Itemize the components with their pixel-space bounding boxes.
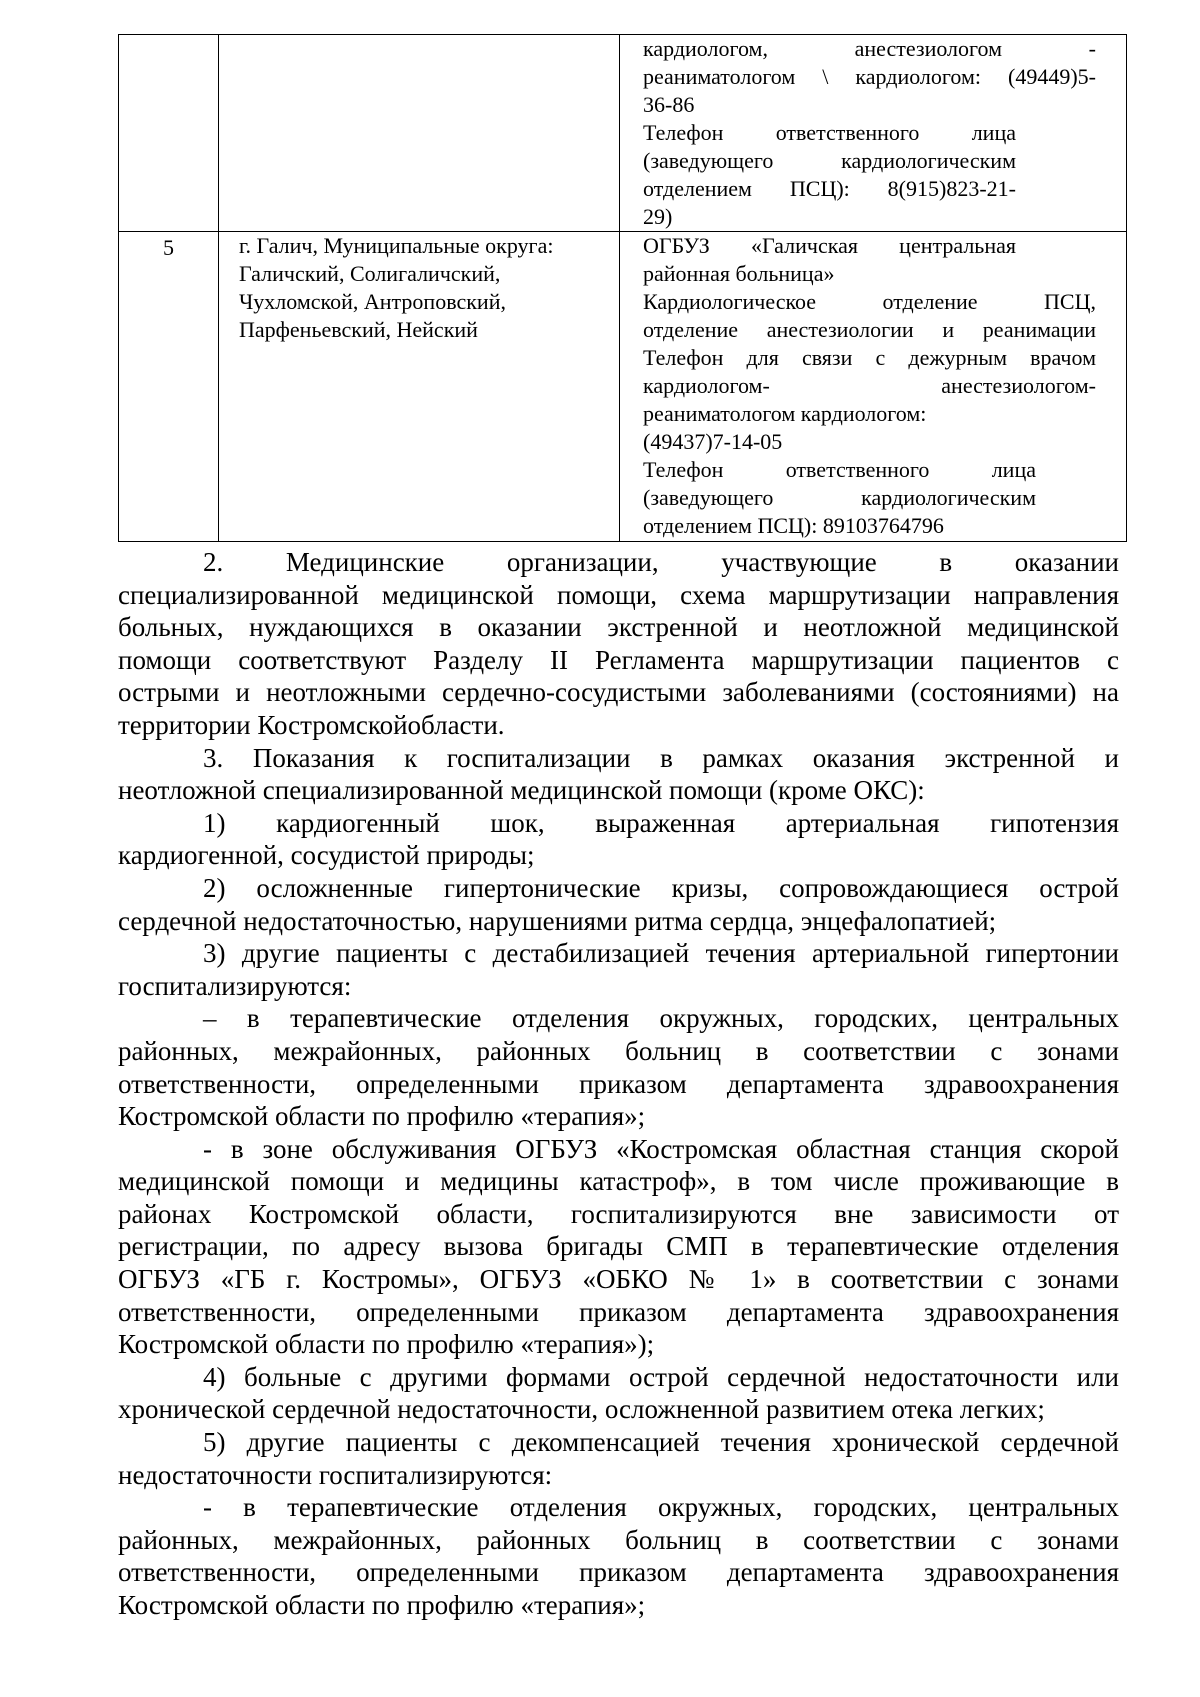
area-line: Галичский, Солигаличский,: [239, 261, 501, 286]
text-line: - в терапевтические отделения окружных, городских, центральных: [203, 1492, 1119, 1523]
contact-line: 36-86: [643, 92, 695, 117]
table-row: [119, 232, 1127, 542]
contact-line: Телефон ответственного лица: [643, 120, 1016, 145]
contact-line: (49437)7-14-05: [643, 429, 783, 454]
text-line: Костромской области по профилю «терапия»);: [118, 1329, 655, 1360]
contact-line: (заведующего кардиологическим: [643, 485, 1036, 510]
text-line: 2) осложненные гипертонические кризы, сопровождающиеся острой: [203, 872, 1119, 903]
text-line: сердечной недостаточностью, нарушениями ритма сердца, энцефалопатией;: [118, 905, 997, 936]
routing-table: [118, 34, 1127, 542]
contact-line: Кардиологическое отделение ПСЦ,: [643, 289, 1096, 314]
contact-line: реаниматологом кардиологом:: [643, 401, 927, 426]
text-line: районах Костромской области, госпитализируются вне зависимости от: [118, 1198, 1119, 1229]
contact-line: отделением ПСЦ): 8(915)823-21-: [643, 176, 1016, 201]
text-line: территории Костромскойобласти.: [118, 709, 505, 740]
text-line: Костромской области по профилю «терапия»;: [118, 1101, 646, 1132]
text-line: районных, межрайонных, районных больниц в соответствии с зонами: [118, 1035, 1119, 1066]
text-line: ответственности, определенными приказом департамента здравоохранения: [118, 1557, 1119, 1588]
contact-line: ОГБУЗ «Галичская центральная: [643, 233, 1016, 258]
text-line: специализированной медицинской помощи, схема маршрутизации направления: [118, 579, 1119, 610]
text-line: неотложной специализированной медицинской помощи (кроме ОКС):: [118, 775, 925, 806]
paragraph-p3-2: [118, 872, 1119, 937]
text-line: - в зоне обслуживания ОГБУЗ «Костромская областная станция скорой: [203, 1133, 1119, 1164]
area-line: Парфеньевский, Нейский: [239, 317, 478, 342]
paragraph-p3: [118, 742, 1119, 807]
area-line: Чухломской, Антроповский,: [239, 289, 506, 314]
row-number-cell: 5: [119, 232, 219, 542]
text-line: хронической сердечной недостаточности, осложненной развитием отека легких;: [118, 1394, 1045, 1425]
text-line: ОГБУЗ «ГБ г. Костромы», ОГБУЗ «ОБКО № 1» в соответствии с зонами: [118, 1264, 1119, 1295]
text-line: медицинской помощи и медицины катастроф», в том числе проживающие в: [118, 1166, 1119, 1197]
text-line: госпитализируются:: [118, 970, 352, 1001]
text-line: районных, межрайонных, районных больниц в соответствии с зонами: [118, 1524, 1119, 1555]
paragraph-p2: [118, 546, 1119, 742]
contact-line: 29): [643, 204, 673, 229]
text-line: ответственности, определенными приказом департамента здравоохранения: [118, 1068, 1119, 1099]
text-line: 5) другие пациенты с декомпенсацией течения хронической сердечной: [203, 1427, 1119, 1458]
contact-line: отделением ПСЦ): 89103764796: [643, 513, 944, 538]
paragraph-p3-3b: [118, 1133, 1119, 1361]
paragraph-p3-1: [118, 807, 1119, 872]
paragraph-p3-3a: [118, 1002, 1119, 1132]
text-line: 3. Показания к госпитализации в рамках оказания экстренной и: [203, 742, 1119, 773]
text-line: острыми и неотложными сердечно-сосудистыми заболеваниями (состояниями) на: [118, 677, 1119, 708]
table-row: [119, 35, 1127, 232]
text-line: ответственности, определенными приказом департамента здравоохранения: [118, 1296, 1119, 1327]
contact-cell: [620, 35, 1127, 232]
paragraph-p3-5a: [118, 1491, 1119, 1621]
text-line: регистрации, по адресу вызова бригады СМП в терапевтические отделения: [118, 1231, 1119, 1262]
paragraph-p3-3: [118, 937, 1119, 1002]
text-line: больных, нуждающихся в оказании экстренной и неотложной медицинской: [118, 612, 1119, 643]
text-line: 1) кардиогенный шок, выраженная артериальная гипотензия: [203, 807, 1119, 838]
contact-line: районная больница»: [643, 261, 835, 286]
text-line: 2. Медицинские организации, участвующие в оказании: [203, 547, 1119, 577]
text-line: Костромской области по профилю «терапия»;: [118, 1590, 646, 1620]
text-line: 3) другие пациенты с дестабилизацией течения артериальной гипертонии: [203, 938, 1119, 969]
contact-line: кардиологом, анестезиологом -: [643, 36, 1096, 61]
contact-line: отделение анестезиологии и реанимации: [643, 317, 1096, 342]
contact-line: (заведующего кардиологическим: [643, 148, 1016, 173]
area-cell: [219, 232, 620, 542]
contact-cell: [620, 232, 1127, 542]
text-line: помощи соответствуют Разделу II Регламента маршрутизации пациентов с: [118, 644, 1119, 675]
text-line: 4) больные с другими формами острой сердечной недостаточности или: [203, 1361, 1119, 1392]
contact-line: кардиологом- анестезиологом-: [643, 373, 1096, 398]
document-body: [118, 546, 1119, 1622]
contact-line: Телефон ответственного лица: [643, 457, 1036, 482]
row-number-cell: [119, 35, 219, 232]
text-line: недостаточности госпитализируются:: [118, 1459, 553, 1490]
paragraph-p3-5: [118, 1426, 1119, 1491]
contact-line: реаниматологом \ кардиологом: (49449)5-: [643, 64, 1096, 89]
area-line: г. Галич, Муниципальные округа:: [239, 233, 554, 258]
text-line: – в терапевтические отделения окружных, городских, центральных: [203, 1003, 1119, 1034]
area-cell: [219, 35, 620, 232]
text-line: кардиогенной, сосудистой природы;: [118, 840, 535, 871]
contact-line: Телефон для связи с дежурным врачом: [643, 345, 1096, 370]
paragraph-p3-4: [118, 1361, 1119, 1426]
